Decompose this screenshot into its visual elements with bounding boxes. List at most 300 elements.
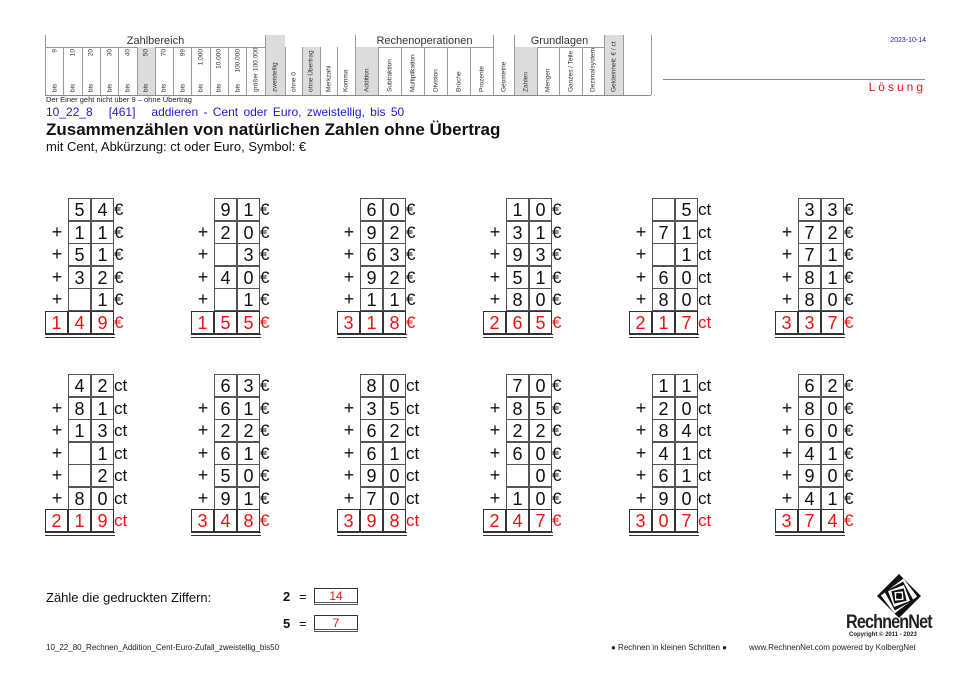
ones-cell: 5 bbox=[675, 198, 698, 221]
count-row-2 bbox=[283, 589, 363, 609]
ones-cell: 0 bbox=[529, 288, 552, 311]
ones-cell: 0 bbox=[675, 266, 698, 289]
sum-row bbox=[338, 311, 458, 334]
plus-sign: + bbox=[343, 487, 355, 508]
ones-cell: 5 bbox=[383, 397, 406, 420]
unit-label: ct bbox=[698, 376, 712, 395]
plus-sign: + bbox=[51, 244, 63, 264]
ones-answer-cell[interactable]: 8 bbox=[383, 509, 406, 532]
geometry-column bbox=[493, 35, 514, 95]
hundreds-answer-cell[interactable]: 3 bbox=[337, 311, 360, 334]
range-column bbox=[137, 47, 155, 95]
addend-row bbox=[484, 243, 604, 266]
tens-cell: 9 bbox=[506, 243, 529, 266]
ones-cell: 2 bbox=[529, 419, 552, 442]
ones-cell: 1 bbox=[383, 442, 406, 465]
addend-row bbox=[776, 487, 896, 510]
hundreds-answer-cell[interactable]: 3 bbox=[191, 509, 214, 532]
ones-cell: 1 bbox=[675, 374, 698, 397]
operation-column bbox=[401, 47, 424, 95]
addend-row bbox=[776, 266, 896, 289]
ones-cell: 2 bbox=[383, 419, 406, 442]
tens-cell: 6 bbox=[506, 442, 529, 465]
plus-sign: + bbox=[51, 442, 63, 463]
ones-cell: 3 bbox=[529, 243, 552, 266]
plus-sign: + bbox=[781, 465, 793, 485]
ones-answer-cell[interactable]: 7 bbox=[675, 311, 698, 334]
plus-sign: + bbox=[635, 465, 647, 485]
addend-row bbox=[776, 374, 896, 397]
date-label: 2023-10-14 bbox=[890, 37, 926, 44]
ones-cell: 1 bbox=[91, 243, 114, 266]
unit-label: € bbox=[844, 245, 854, 264]
sum-row bbox=[484, 509, 604, 532]
addend-row bbox=[630, 288, 750, 311]
ones-cell: 2 bbox=[91, 266, 114, 289]
tens-cell: 8 bbox=[798, 397, 821, 420]
tens-answer-cell[interactable]: 1 bbox=[68, 509, 91, 532]
footer-site-link[interactable]: www.RechnenNet.com powered by KolbergNet bbox=[749, 643, 916, 652]
tens-cell: 2 bbox=[214, 419, 237, 442]
header-col-value: 10 bbox=[69, 49, 77, 57]
tens-cell: 7 bbox=[798, 243, 821, 266]
header-col-label: Addition bbox=[363, 68, 371, 92]
plus-sign: + bbox=[781, 487, 793, 508]
ones-cell: 1 bbox=[821, 266, 844, 289]
unit-label: € bbox=[552, 200, 562, 219]
tens-cell: 6 bbox=[360, 198, 383, 221]
unit-column bbox=[604, 35, 623, 95]
plus-sign: + bbox=[51, 465, 63, 485]
range-column bbox=[246, 47, 264, 95]
ones-cell: 4 bbox=[675, 419, 698, 442]
header-col-label: größer 100.000 bbox=[252, 47, 260, 92]
ones-answer-cell[interactable]: 5 bbox=[237, 311, 260, 334]
plus-sign: + bbox=[343, 266, 355, 287]
unit-label: € bbox=[260, 421, 270, 440]
hundreds-answer-cell[interactable]: 2 bbox=[45, 509, 68, 532]
header-col-label: bis bbox=[179, 83, 187, 92]
tens-answer-cell[interactable]: 7 bbox=[798, 509, 821, 532]
tens-answer-cell[interactable]: 1 bbox=[360, 311, 383, 334]
double-underline bbox=[483, 532, 553, 536]
tens-cell: 6 bbox=[798, 374, 821, 397]
header-col-label: Ganzes / Teile bbox=[567, 50, 575, 92]
tens-answer-cell[interactable]: 9 bbox=[360, 509, 383, 532]
unit-label: ct bbox=[698, 290, 712, 309]
unit-label: € bbox=[844, 398, 854, 418]
tens-answer-cell[interactable]: 4 bbox=[68, 311, 91, 334]
tens-cell: 8 bbox=[506, 397, 529, 420]
header-col-label: Merkzahl bbox=[325, 65, 333, 92]
range-column bbox=[82, 47, 100, 95]
unit-label: € bbox=[260, 466, 270, 485]
plus-sign: + bbox=[197, 420, 209, 440]
hundreds-answer-cell[interactable]: 3 bbox=[775, 311, 798, 334]
plus-sign: + bbox=[51, 266, 63, 287]
plus-sign: + bbox=[197, 442, 209, 463]
unit-label: € bbox=[260, 290, 270, 309]
unit-label: € bbox=[114, 200, 124, 219]
addend-row bbox=[776, 442, 896, 465]
addend-row bbox=[630, 221, 750, 244]
tens-cell: 4 bbox=[798, 487, 821, 510]
sum-row bbox=[46, 509, 166, 532]
unit-label: ct bbox=[698, 200, 712, 219]
unit-label: € bbox=[552, 443, 562, 463]
header-col-label: bis bbox=[197, 83, 205, 92]
unit-label: € bbox=[260, 267, 270, 287]
tens-cell: 3 bbox=[360, 397, 383, 420]
ones-answer-cell[interactable]: 9 bbox=[91, 311, 114, 334]
addend-row bbox=[484, 397, 604, 420]
count-answer-box[interactable]: 14 bbox=[314, 588, 358, 605]
addend-row bbox=[192, 374, 312, 397]
tens-cell: 1 bbox=[506, 198, 529, 221]
tens-cell: 1 bbox=[506, 487, 529, 510]
ones-cell: 1 bbox=[237, 198, 260, 221]
header-col-value: 100.000 bbox=[234, 49, 242, 73]
plus-sign: + bbox=[781, 221, 793, 242]
hundreds-answer-cell[interactable]: 3 bbox=[629, 509, 652, 532]
tens-cell: 1 bbox=[652, 374, 675, 397]
tens-cell bbox=[506, 464, 529, 487]
tens-cell: 6 bbox=[652, 464, 675, 487]
plus-sign: + bbox=[781, 442, 793, 463]
ones-cell: 2 bbox=[91, 464, 114, 487]
plus-sign: + bbox=[343, 289, 355, 309]
plus-sign: + bbox=[635, 442, 647, 463]
ones-cell: 3 bbox=[237, 243, 260, 266]
unit-label: € bbox=[844, 376, 854, 395]
tens-cell: 3 bbox=[68, 266, 91, 289]
ones-cell: 1 bbox=[91, 397, 114, 420]
addend-row bbox=[776, 419, 896, 442]
ones-cell: 1 bbox=[91, 221, 114, 244]
tens-cell: 4 bbox=[214, 266, 237, 289]
unit-label: ct bbox=[114, 376, 128, 395]
header-col-label: bis bbox=[51, 83, 59, 92]
plus-sign: + bbox=[489, 442, 501, 463]
tens-cell bbox=[652, 243, 675, 266]
tens-cell bbox=[68, 442, 91, 465]
tens-cell: 4 bbox=[652, 442, 675, 465]
basics-column bbox=[514, 47, 537, 95]
basics-column bbox=[537, 47, 560, 95]
addend-row bbox=[776, 198, 896, 221]
property-column bbox=[320, 47, 338, 95]
unit-label: ct bbox=[406, 443, 420, 463]
ones-answer-cell[interactable]: 4 bbox=[821, 509, 844, 532]
addend-row bbox=[192, 464, 312, 487]
unit-label: ct bbox=[406, 398, 420, 418]
header-col-value: 99 bbox=[179, 49, 187, 57]
addend-row bbox=[46, 442, 166, 465]
unit-label: ct bbox=[698, 511, 712, 530]
header-group-title: Rechenoperationen bbox=[355, 35, 493, 47]
addend-row bbox=[776, 243, 896, 266]
ones-answer-cell[interactable]: 7 bbox=[821, 311, 844, 334]
plus-sign: + bbox=[489, 465, 501, 485]
ones-cell: 2 bbox=[383, 221, 406, 244]
ones-answer-cell[interactable]: 8 bbox=[383, 311, 406, 334]
unit-label: ct bbox=[698, 245, 712, 264]
addend-row bbox=[484, 198, 604, 221]
addend-row bbox=[192, 288, 312, 311]
header-col-label: Komma bbox=[342, 69, 350, 92]
plus-sign: + bbox=[635, 289, 647, 309]
range-column bbox=[63, 47, 81, 95]
tens-answer-cell[interactable]: 4 bbox=[506, 509, 529, 532]
hint-text: Der Einer geht nicht über 9 – ohne Übertrag bbox=[46, 95, 192, 104]
addend-row bbox=[46, 464, 166, 487]
plus-sign: + bbox=[489, 397, 501, 418]
addend-row bbox=[484, 442, 604, 465]
basics-column bbox=[559, 47, 582, 95]
hundreds-answer-cell[interactable]: 3 bbox=[337, 509, 360, 532]
unit-label: € bbox=[552, 421, 562, 440]
addend-row bbox=[46, 198, 166, 221]
unit-label: € bbox=[114, 290, 124, 309]
sum-row bbox=[192, 509, 312, 532]
plus-sign: + bbox=[635, 221, 647, 242]
plus-sign: + bbox=[343, 397, 355, 418]
addend-row bbox=[192, 243, 312, 266]
tens-cell: 3 bbox=[798, 198, 821, 221]
equals-sign: = bbox=[299, 616, 307, 631]
unit-label: ct bbox=[698, 222, 712, 242]
header-col-label: Dezimalsystem bbox=[589, 47, 597, 92]
addend-row bbox=[630, 419, 750, 442]
addend-row bbox=[46, 288, 166, 311]
unit-label: € bbox=[552, 511, 562, 530]
ones-cell: 0 bbox=[383, 198, 406, 221]
ones-answer-cell[interactable]: 8 bbox=[237, 509, 260, 532]
tens-cell: 9 bbox=[214, 198, 237, 221]
addend-row bbox=[338, 464, 458, 487]
unit-label: ct bbox=[114, 466, 128, 485]
unit-label: € bbox=[260, 222, 270, 242]
copyright-text: Copyright © 2011 - 2023 bbox=[849, 632, 917, 638]
tens-answer-cell[interactable]: 0 bbox=[652, 509, 675, 532]
unit-label: ct bbox=[406, 421, 420, 440]
blank-column bbox=[623, 35, 651, 95]
unit-label: € bbox=[844, 421, 854, 440]
double-underline bbox=[337, 532, 407, 536]
hundreds-answer-cell[interactable]: 1 bbox=[45, 311, 68, 334]
hundreds-answer-cell[interactable]: 3 bbox=[775, 509, 798, 532]
tens-answer-cell[interactable]: 1 bbox=[652, 311, 675, 334]
tens-cell bbox=[652, 198, 675, 221]
tens-cell: 8 bbox=[506, 288, 529, 311]
ones-answer-cell[interactable]: 7 bbox=[529, 509, 552, 532]
unit-label: € bbox=[844, 200, 854, 219]
sum-row bbox=[630, 311, 750, 334]
exercise-code: 10_22_8 [461] addieren - Cent oder Euro, zweistellig, bis 50 bbox=[46, 105, 405, 119]
unit-label: € bbox=[260, 200, 270, 219]
addend-row bbox=[192, 487, 312, 510]
ones-cell: 1 bbox=[675, 442, 698, 465]
tens-cell: 8 bbox=[798, 288, 821, 311]
double-underline bbox=[629, 334, 699, 338]
ones-answer-cell[interactable]: 7 bbox=[675, 509, 698, 532]
tens-cell: 9 bbox=[652, 487, 675, 510]
plus-sign: + bbox=[51, 420, 63, 440]
tens-cell bbox=[214, 288, 237, 311]
unit-label: € bbox=[552, 376, 562, 395]
double-underline bbox=[483, 334, 553, 338]
addend-row bbox=[338, 397, 458, 420]
plus-sign: + bbox=[781, 266, 793, 287]
sum-row bbox=[484, 311, 604, 334]
unit-label: € bbox=[260, 398, 270, 418]
unit-label: € bbox=[114, 312, 124, 332]
unit-label: € bbox=[260, 312, 270, 332]
count-answer-box[interactable]: 7 bbox=[314, 615, 358, 632]
plus-sign: + bbox=[197, 465, 209, 485]
tens-cell: 1 bbox=[68, 221, 91, 244]
header-col-label: bis bbox=[142, 83, 150, 92]
ones-cell: 1 bbox=[91, 442, 114, 465]
unit-label: € bbox=[260, 511, 270, 530]
unit-label: € bbox=[260, 488, 270, 508]
double-underline bbox=[45, 532, 115, 536]
plus-sign: + bbox=[197, 244, 209, 264]
tens-cell: 8 bbox=[68, 397, 91, 420]
addend-row bbox=[630, 198, 750, 221]
tens-cell bbox=[214, 243, 237, 266]
addend-row bbox=[484, 288, 604, 311]
addend-row bbox=[192, 266, 312, 289]
property-column bbox=[337, 47, 355, 95]
tens-answer-cell[interactable]: 5 bbox=[214, 311, 237, 334]
plus-sign: + bbox=[489, 266, 501, 287]
property-column bbox=[265, 35, 285, 95]
ones-answer-cell[interactable]: 5 bbox=[529, 311, 552, 334]
unit-label: € bbox=[406, 200, 416, 219]
tens-cell: 9 bbox=[214, 487, 237, 510]
ones-cell: 1 bbox=[675, 464, 698, 487]
addend-row bbox=[630, 464, 750, 487]
operation-column bbox=[447, 47, 470, 95]
range-column bbox=[210, 47, 228, 95]
ones-cell: 0 bbox=[821, 397, 844, 420]
unit-label: € bbox=[406, 267, 416, 287]
tens-cell: 7 bbox=[360, 487, 383, 510]
tens-cell: 6 bbox=[214, 397, 237, 420]
header-col-label: ohne 0 bbox=[290, 72, 298, 92]
hundreds-answer-cell[interactable]: 2 bbox=[483, 311, 506, 334]
plus-sign: + bbox=[489, 289, 501, 309]
unit-label: ct bbox=[698, 466, 712, 485]
range-column bbox=[228, 47, 246, 95]
ones-cell: 0 bbox=[821, 419, 844, 442]
equals-sign: = bbox=[299, 589, 307, 604]
ones-cell: 0 bbox=[675, 397, 698, 420]
header-col-label: Division bbox=[432, 69, 440, 92]
tens-cell: 6 bbox=[798, 419, 821, 442]
tens-cell: 7 bbox=[506, 374, 529, 397]
tens-cell: 6 bbox=[214, 442, 237, 465]
plus-sign: + bbox=[197, 221, 209, 242]
tens-cell: 7 bbox=[652, 221, 675, 244]
header-col-label: Prozente bbox=[478, 65, 486, 92]
ones-answer-cell[interactable]: 9 bbox=[91, 509, 114, 532]
sum-row bbox=[46, 311, 166, 334]
unit-label: € bbox=[114, 267, 124, 287]
ones-cell: 1 bbox=[821, 243, 844, 266]
tens-cell: 6 bbox=[360, 419, 383, 442]
hundreds-answer-cell[interactable]: 1 bbox=[191, 311, 214, 334]
unit-label: ct bbox=[406, 488, 420, 508]
header-col-label: Multiplikation bbox=[409, 54, 417, 92]
ones-cell: 0 bbox=[821, 288, 844, 311]
addend-row bbox=[338, 221, 458, 244]
addend-row bbox=[338, 374, 458, 397]
header-col-label: Subtraktion bbox=[386, 59, 394, 92]
plus-sign: + bbox=[635, 487, 647, 508]
unit-label: ct bbox=[406, 466, 420, 485]
ones-cell: 3 bbox=[91, 419, 114, 442]
hundreds-answer-cell[interactable]: 2 bbox=[629, 311, 652, 334]
tens-answer-cell[interactable]: 4 bbox=[214, 509, 237, 532]
unit-label: € bbox=[114, 245, 124, 264]
double-underline bbox=[191, 334, 261, 338]
ones-cell: 1 bbox=[237, 487, 260, 510]
plus-sign: + bbox=[635, 244, 647, 264]
range-column bbox=[118, 47, 136, 95]
ones-cell: 0 bbox=[529, 442, 552, 465]
addend-row bbox=[338, 442, 458, 465]
hundreds-answer-cell[interactable]: 2 bbox=[483, 509, 506, 532]
unit-label: € bbox=[844, 511, 854, 530]
addend-row bbox=[46, 243, 166, 266]
tens-cell: 4 bbox=[68, 374, 91, 397]
ones-cell: 1 bbox=[237, 288, 260, 311]
addend-row bbox=[46, 397, 166, 420]
addend-row bbox=[338, 487, 458, 510]
operation-column bbox=[378, 47, 401, 95]
addend-row bbox=[46, 374, 166, 397]
tens-cell bbox=[68, 288, 91, 311]
ones-cell: 1 bbox=[383, 288, 406, 311]
unit-label: € bbox=[552, 488, 562, 508]
tens-cell: 1 bbox=[360, 288, 383, 311]
ones-cell: 0 bbox=[383, 464, 406, 487]
plus-sign: + bbox=[635, 266, 647, 287]
unit-label: € bbox=[552, 222, 562, 242]
tens-answer-cell[interactable]: 3 bbox=[798, 311, 821, 334]
header-col-label: Geometrie bbox=[500, 61, 508, 92]
header-col-label: Zahlen bbox=[522, 72, 530, 92]
tens-cell: 5 bbox=[506, 266, 529, 289]
ones-cell: 0 bbox=[675, 288, 698, 311]
header-col-label: zweistellig bbox=[271, 62, 279, 92]
ones-cell: 1 bbox=[91, 288, 114, 311]
plus-sign: + bbox=[343, 420, 355, 440]
tens-cell: 9 bbox=[360, 221, 383, 244]
unit-label: ct bbox=[406, 376, 420, 395]
tens-cell: 5 bbox=[68, 198, 91, 221]
count-task-label: Zähle die gedruckten Ziffern: bbox=[46, 590, 212, 605]
header-col-label: bis bbox=[69, 83, 77, 92]
addend-row bbox=[46, 221, 166, 244]
plus-sign: + bbox=[51, 397, 63, 418]
tens-cell: 5 bbox=[214, 464, 237, 487]
header-col-value: 9 bbox=[51, 49, 59, 53]
unit-label: € bbox=[406, 290, 416, 309]
tens-answer-cell[interactable]: 6 bbox=[506, 311, 529, 334]
